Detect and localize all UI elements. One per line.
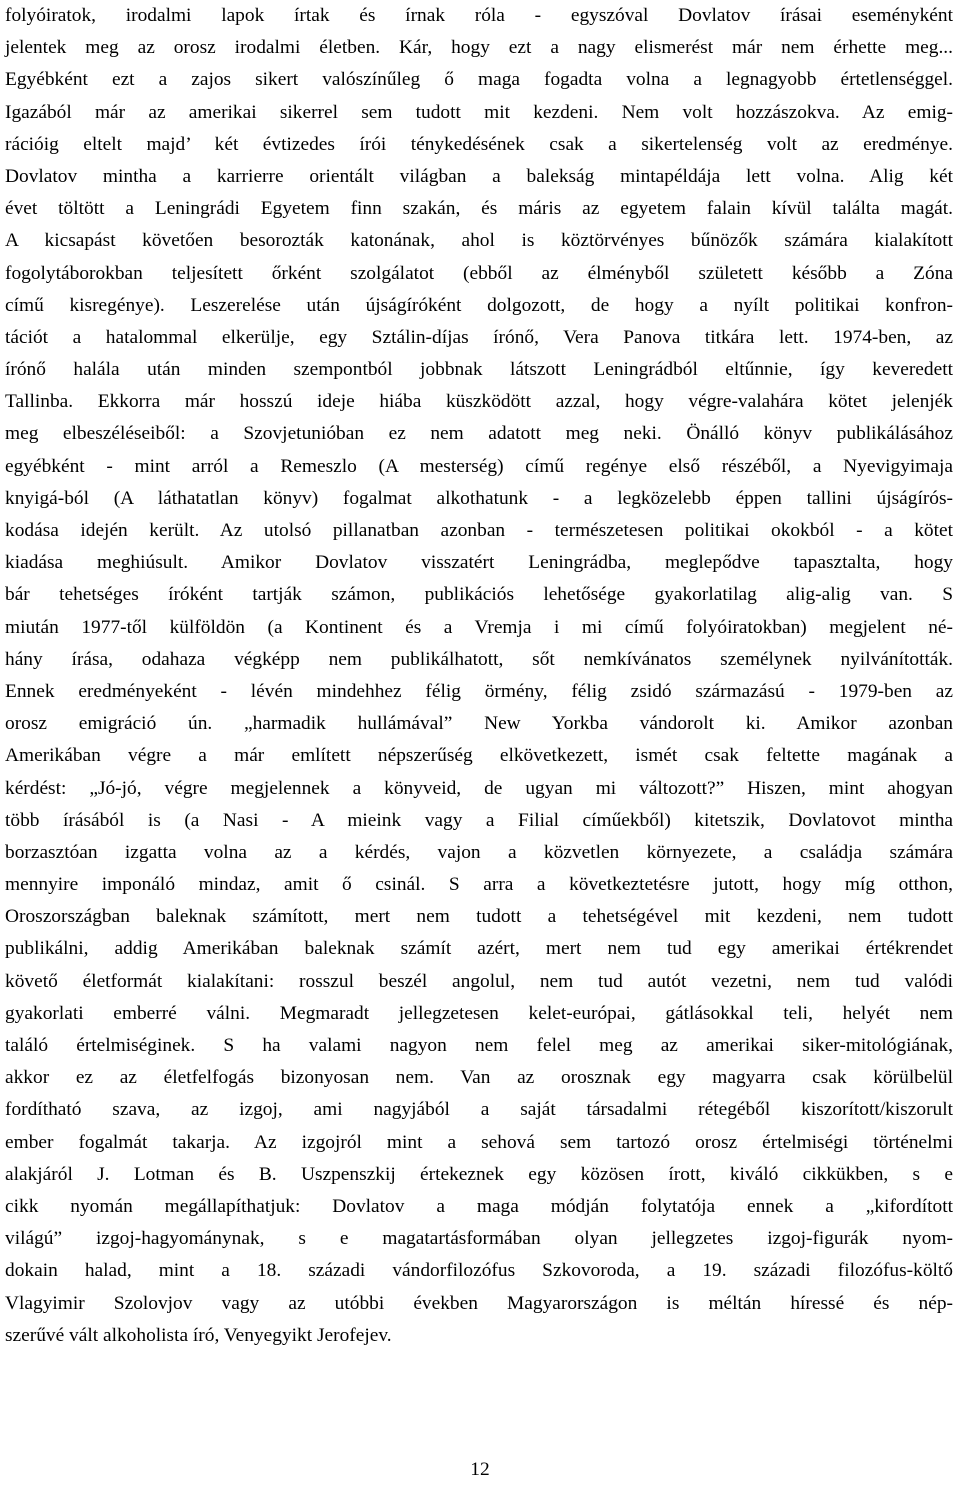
text-line: Ennek eredményeként - lévén mindehhez félig örmény, félig zsidó származású - 1979-ben az — [5, 680, 953, 702]
text-line: kiadása meghiúsult. Amikor Dovlatov visszatért Leningrádba, meglepődve tapasztalta, hogy — [5, 552, 953, 574]
text-line: miután 1977-től külföldön (a Kontinent és a Vremja i mi című folyóiratokban) megjelent né- — [5, 616, 953, 638]
text-line: Egyébként ezt a zajos sikert valószínűleg ő maga fogadta volna a legnagyobb értetlenséggel. — [5, 69, 953, 91]
text-line: évet töltött a Leningrádi Egyetem finn szakán, és máris az egyetem falain kívül találta magát. — [5, 198, 953, 220]
text-line: című kisregénye). Leszerelése után újságíróként dolgozott, de hogy a nyílt politikai konfron- — [5, 294, 953, 316]
text-line: gyakorlati emberré válni. Megmaradt jellegzetesen kelet-európai, gátlásokkal teli, helyét nem — [5, 1002, 953, 1024]
text-line: követő életformát kialakítani: rosszul beszél angolul, nem tud autót vezetni, nem tud valódi — [5, 970, 953, 992]
text-line: fogolytáborokban teljesített őrként szolgálatot (ebből az élményből született később a Zóna — [5, 262, 953, 284]
text-line: cikk nyomán megállapíthatjuk: Dovlatov a maga módján folytatója ennek a „kifordított — [5, 1195, 953, 1217]
text-line: kodása idején került. Az utolsó pillanatban azonban - természetesen politikai okokból - a kötet — [5, 520, 953, 541]
text-line: mennyire imponáló mindaz, amit ő csinál. S arra a következtetésre jutott, hogy míg otthon, — [5, 874, 953, 896]
text-line: Tallinba. Ekkorra már hosszú ideje hiába küszködött azzal, hogy végre-valahára kötet jelenjék — [5, 391, 953, 413]
body-text — [5, 0, 953, 1352]
text-line: több írásából is (a Nasi - A mieink vagy a Filial címűekből) kitetszik, Dovlatovot mintha — [5, 809, 953, 831]
text-line: hány írása, odahaza végképp nem publikálhatott, sőt nemkívánatos személynek nyilvánították. — [5, 648, 953, 670]
text-line: rációig eltelt majd’ két évtizedes írói ténykedésének csak a sikertelenség volt az eredménye. — [5, 133, 953, 155]
text-line: publikálni, addig Amerikában baleknak számít azért, mert nem tud egy amerikai értékrendet — [5, 938, 953, 960]
text-line: meg elbeszéléseiből: a Szovjetunióban ez nem adatott meg neki. Önálló könyv publikálásához — [5, 423, 953, 445]
text-line: világú” izgoj-hagyománynak, s e magatartásformában olyan jellegzetes izgoj-figurák nyom- — [5, 1228, 953, 1250]
text-line: Dovlatov mintha a karrierre orientált világban a balekság mintapéldája lett volna. Alig két — [5, 165, 953, 187]
text-line: borzasztóan izgatta volna az a kérdés, vajon a közvetlen környezete, a családja számára — [5, 841, 953, 863]
text-line: folyóiratok, irodalmi lapok írtak és írnak róla - egyszóval Dovlatov írásai eseményként — [5, 5, 953, 26]
text-line: találó értelmiséginek. S ha valami nagyon nem felel meg az amerikai siker-mitológiának, — [5, 1035, 953, 1056]
text-line: dokain halad, mint a 18. századi vándorfilozófus Szkovoroda, a 19. századi filozófus-költő — [5, 1260, 953, 1282]
text-line: alakjáról J. Lotman és B. Uszpenszkij értekeznek egy közösen írott, kiváló cikkükben, s e — [5, 1163, 953, 1185]
text-line: A kicsapást követően besorozták katonának, ahol is köztörvényes bűnözők számára kialakított — [5, 230, 953, 252]
text-line: fordítható szava, az izgoj, ami nagyjából a saját társadalmi rétegéből kiszorított/kiszorult — [5, 1099, 953, 1121]
text-line: Amerikában végre a már említett népszerűség elkövetkezett, ismét csak feltette magának a — [5, 745, 953, 767]
text-line: jelentek meg az orosz irodalmi életben. Kár, hogy ezt a nagy elismerést már nem érhette meg... — [5, 37, 953, 59]
text-line: tációt a hatalommal elkerülje, egy Sztálin-díjas írónő, Vera Panova titkára lett. 1974-ben, az — [5, 326, 953, 348]
text-line: orosz emigráció ún. „harmadik hullámával” New Yorkba vándorolt ki. Amikor azonban — [5, 713, 953, 735]
text-line: Vlagyimir Szolovjov vagy az utóbbi években Magyarországon is méltán híressé és nép- — [5, 1292, 953, 1314]
text-line: Oroszországban baleknak számított, mert nem tudott a tehetségével mit kezdeni, nem tudott — [5, 906, 953, 928]
text-line: bár tehetséges íróként tartják számon, publikációs lehetősége gyakorlatilag alig-alig van. S — [5, 584, 953, 606]
text-line: kérdést: „Jó-jó, végre megjelennek a könyveid, de ugyan mi változott?” Hiszen, mint ahogyan — [5, 777, 953, 799]
text-line: szerűvé vált alkoholista író, Venyegyikt Jerofejev. — [5, 1324, 392, 1346]
text-line: knyigá-ból (A láthatatlan könyv) fogalmat alkothatunk - a legközelebb éppen tallini újságírós- — [5, 487, 953, 509]
text-line: írónő halála után minden szempontból jobbnak látszott Leningrádból eltűnnie, így keveredett — [5, 359, 953, 381]
text-line: akkor ez az életfelfogás bizonyosan nem. Van az orosznak egy magyarra csak körülbelül — [5, 1067, 953, 1089]
text-line: egyébként - mint arról a Remeszlo (A mesterség) című regénye első részéből, a Nyevigyimaja — [5, 455, 953, 477]
text-line: ember fogalmát takarja. Az izgojról mint a sehová sem tartozó orosz értelmiségi történelmi — [5, 1131, 953, 1153]
text-line: Igazából már az amerikai sikerrel sem tudott mit kezdeni. Nem volt hozzászokva. Az emig- — [5, 101, 953, 123]
page-number: 12 — [470, 1459, 490, 1480]
